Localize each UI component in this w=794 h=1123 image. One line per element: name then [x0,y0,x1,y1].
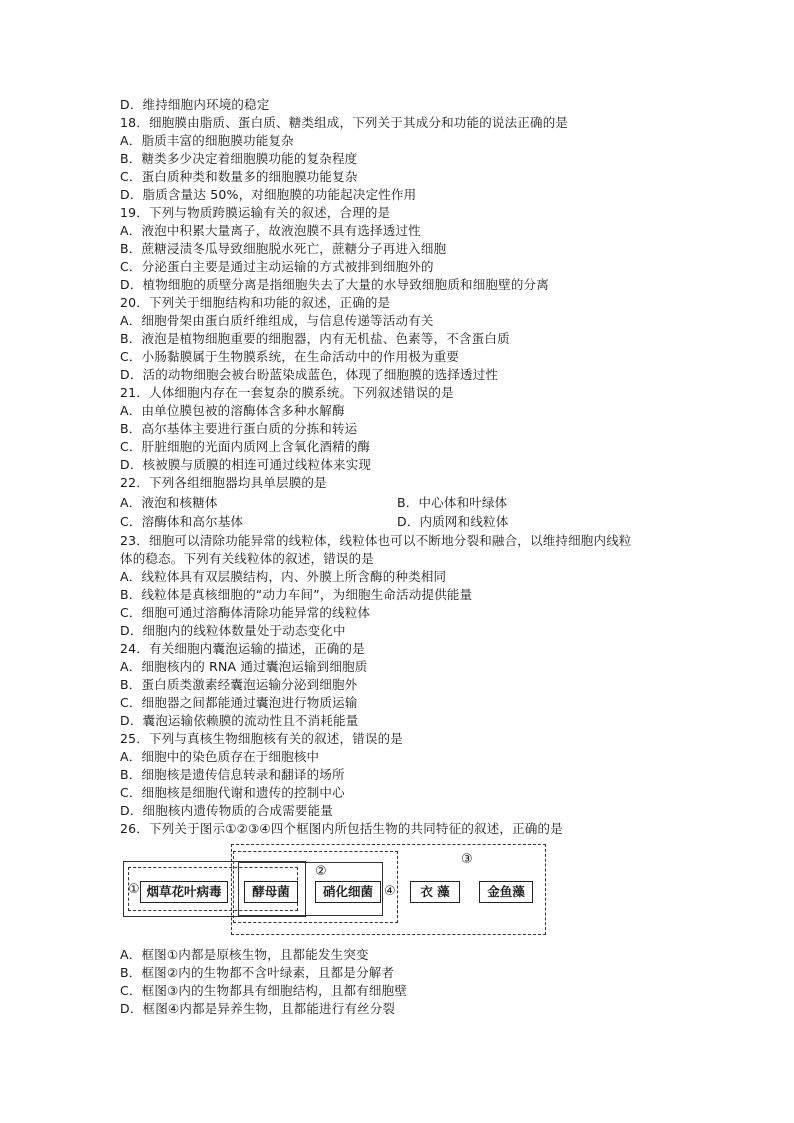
option-line: A．细胞中的染色质存在于细胞核中 [120,749,320,764]
option-line: D．核被膜与质膜的相连可通过线粒体来实现 [120,457,372,472]
option-line: D．脂质含量达 50%，对细胞膜的功能起决定性作用 [120,187,417,202]
option-line: C．细胞器之间都能通过囊泡进行物质运输 [120,695,358,710]
option-line: C．细胞可通过溶酶体清除功能异常的线粒体 [120,605,371,620]
option-line: C．小肠黏膜属于生物膜系统，在生命活动中的作用极为重要 [120,349,460,364]
option-line: A．脂质丰富的细胞膜功能复杂 [120,133,294,148]
question-21-stem: 21．人体细胞内存在一套复杂的膜系统。下列叙述错误的是 [120,385,454,400]
option-line: A．细胞骨架由蛋白质纤维组成，与信息传递等活动有关 [120,313,434,328]
option-line: D．活的动物细胞会被台盼蓝染成蓝色，体现了细胞膜的选择透过性 [120,367,499,382]
organism-nitrifying-bacteria: 硝化细菌 [315,881,381,903]
option-line: D．囊泡运输依赖膜的流动性且不消耗能量 [120,713,359,728]
option-line: B．液泡是植物细胞重要的细胞器，内有无机盐、色素等，不含蛋白质 [120,331,510,346]
option-line: C．细胞核是细胞代谢和遗传的控制中心 [120,785,345,800]
option-line: D．细胞核内遗传物质的合成需要能量 [120,803,334,818]
circled-2-label: ② [315,864,327,879]
option-line: B．蛋白质类激素经囊泡运输分泌到细胞外 [120,677,358,692]
option-line: B．线粒体是真核细胞的“动力车间”，为细胞生命活动提供能量 [120,587,473,602]
circled-4-label: ④ [384,884,396,899]
circled-1-label: ① [128,882,140,897]
question-24-stem: 24．有关细胞内囊泡运输的描述，正确的是 [120,641,365,656]
classification-diagram [118,843,550,939]
question-22-stem: 22．下列各组细胞器均具单层膜的是 [120,475,327,490]
question-18-stem: 18．细胞膜由脂质、蛋白质、糖类组成，下列关于其成分和功能的说法正确的是 [120,115,569,130]
organism-tmv: 烟草花叶病毒 [140,881,228,903]
option-line: A．线粒体具有双层膜结构，内、外膜上所含酶的种类相同 [120,569,447,584]
option-line: C．分泌蛋白主要是通过主动运输的方式被排到细胞外的 [120,259,434,274]
q22-option-c: C．溶酶体和高尔基体 [120,514,244,529]
option-line: C．蛋白质种类和数量多的细胞膜功能复杂 [120,169,358,184]
option-line: B．糖类多少决定着细胞膜功能的复杂程度 [120,151,358,166]
organism-yeast: 酵母菌 [244,881,298,903]
question-26-stem: 26．下列关于图示①②③④四个框图内所包括生物的共同特征的叙述，正确的是 [120,821,563,836]
option-line: D．细胞内的线粒体数量处于动态变化中 [120,623,346,638]
option-line: B．框图②内的生物都不含叶绿素，且都是分解者 [120,965,395,980]
circled-3-label: ③ [461,852,473,867]
question-25-stem: 25．下列与真核生物细胞核有关的叙述，错误的是 [120,731,404,746]
question-23-stem: 23．细胞可以清除功能异常的线粒体，线粒体也可以不断地分裂和融合，以维持细胞内线粒 [120,533,632,548]
option-line: A．细胞核内的 RNA 通过囊泡运输到细胞质 [120,659,368,674]
option-line: A．由单位膜包被的溶酶体含多种水解酶 [120,403,345,418]
option-line: D．植物细胞的质壁分离是指细胞失去了大量的水导致细胞质和细胞壁的分离 [120,277,549,292]
option-line: A．框图①内都是原核生物，且都能发生突变 [120,947,369,962]
option-line: B．高尔基体主要进行蛋白质的分拣和转运 [120,421,358,436]
option-line: C．框图③内的生物都具有细胞结构，且都有细胞壁 [120,983,408,998]
option-line: D．框图④内都是异养生物，且都能进行有丝分裂 [120,1001,396,1016]
q22-option-d: D．内质网和线粒体 [397,514,509,529]
option-line: B．细胞核是遗传信息转录和翻译的场所 [120,767,345,782]
question-19-stem: 19．下列与物质跨膜运输有关的叙述，合理的是 [120,205,391,220]
question-23-stem-cont: 体的稳态。下列有关线粒体的叙述，错误的是 [120,551,375,566]
organism-chlamydomonas: 衣 藻 [410,881,460,903]
option-line: A．液泡中积累大量离子，故液泡膜不具有选择透过性 [120,223,421,238]
text-line: D．维持细胞内环境的稳定 [120,97,270,112]
option-line: B．蔗糖浸渍冬瓜导致细胞脱水死亡，蔗糖分子再进入细胞 [120,241,447,256]
q22-option-b: B．中心体和叶绿体 [397,495,508,510]
q22-option-a: A．液泡和核糖体 [120,495,218,510]
question-20-stem: 20．下列关于细胞结构和功能的叙述，正确的是 [120,295,391,310]
option-line: C．肝脏细胞的光面内质网上含氧化酒精的酶 [120,439,371,454]
organism-hornwort: 金鱼藻 [479,881,533,903]
